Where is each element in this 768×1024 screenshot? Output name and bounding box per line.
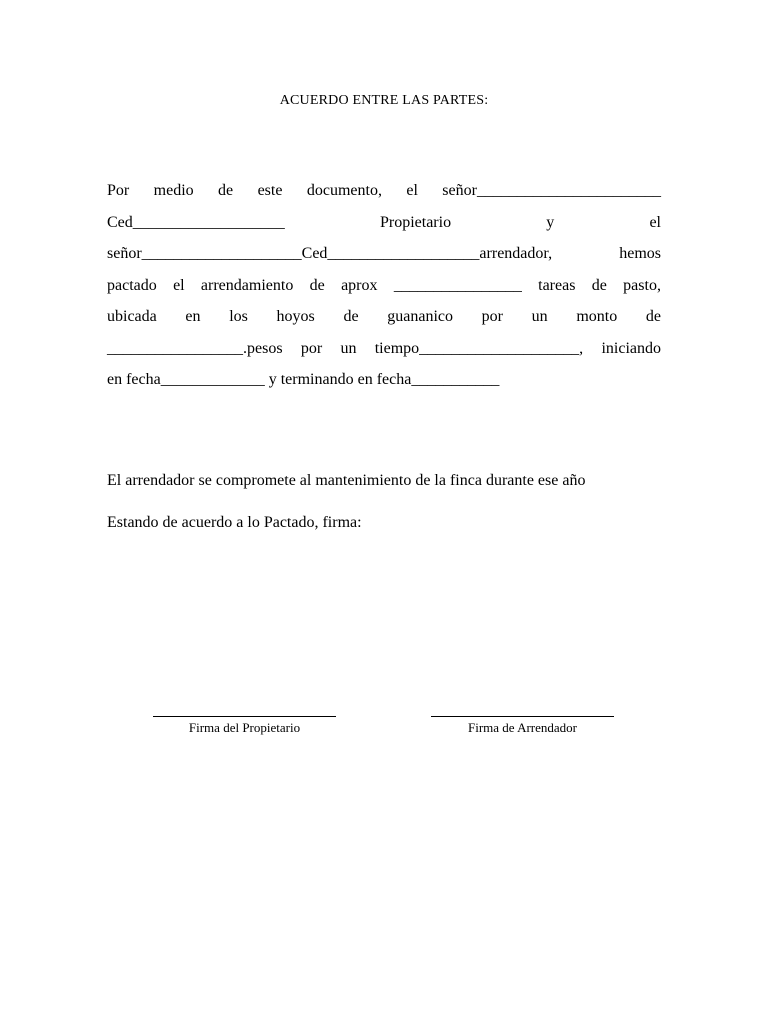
paragraph-word: señor____________________Ced___________________arrendador,: [107, 245, 553, 262]
paragraph-word: tiempo____________________,: [374, 339, 584, 357]
tenant-signature-block: [431, 716, 614, 736]
tenant-signature-line: [431, 716, 614, 717]
paragraph-word: hemos: [619, 245, 661, 262]
paragraph-word: de: [343, 308, 359, 325]
owner-signature-block: [153, 716, 336, 736]
paragraph-line: [107, 270, 661, 302]
paragraph-word: documento,: [306, 182, 382, 199]
paragraph-word: ________________: [393, 276, 522, 294]
paragraph-word: Propietario: [379, 213, 452, 231]
paragraph-word: un: [340, 339, 357, 357]
owner-signature-line: [153, 716, 336, 717]
paragraph-line: [107, 238, 661, 270]
paragraph-word: un: [531, 308, 548, 325]
paragraph-word: este: [257, 182, 283, 199]
paragraph-word: de: [218, 182, 234, 199]
agreement-paragraph: [107, 175, 661, 396]
paragraph-word: aprox: [341, 276, 378, 294]
paragraph-word: por: [481, 308, 503, 325]
paragraph-word: tareas: [538, 276, 576, 294]
paragraph-word: por: [300, 339, 323, 357]
paragraph-word: Ced___________________: [107, 213, 285, 231]
paragraph-line: [107, 175, 661, 207]
paragraph-word: el: [406, 182, 418, 199]
tenant-signature-label: Firma de Arrendador: [467, 720, 578, 735]
paragraph-word: señor_______________________: [442, 182, 661, 199]
paragraph-word: de: [645, 308, 661, 325]
paragraph-word: _________________.pesos: [107, 339, 283, 357]
paragraph-word: arrendamiento: [200, 276, 294, 294]
paragraph-last-line: en fecha_____________ y terminando en fecha___________: [107, 371, 500, 388]
paragraph-word: el: [173, 276, 185, 294]
paragraph-word: y: [546, 213, 555, 231]
paragraph-word: guananico: [387, 308, 453, 325]
paragraph-word: monto: [576, 308, 618, 325]
paragraph-word: medio: [153, 182, 194, 199]
agreement-statement: Estando de acuerdo a lo Pactado, firma:: [107, 514, 362, 531]
paragraph-line: [107, 301, 661, 333]
paragraph-word: los: [229, 308, 248, 325]
document-title: ACUERDO ENTRE LAS PARTES:: [279, 93, 489, 108]
paragraph-word: de: [591, 276, 607, 294]
paragraph-line: [107, 207, 661, 239]
paragraph-word: pasto,: [623, 276, 661, 294]
paragraph-word: pactado: [107, 276, 157, 294]
paragraph-word: de: [309, 276, 325, 294]
paragraph-word: Por: [107, 182, 130, 199]
paragraph-line: [107, 333, 661, 365]
paragraph-word: hoyos: [276, 308, 315, 325]
maintenance-clause: El arrendador se compromete al mantenimiento de la finca durante ese año: [107, 472, 586, 489]
paragraph-word: ubicada: [107, 308, 157, 325]
paragraph-word: iniciando: [601, 339, 661, 357]
paragraph-word: el: [649, 213, 661, 231]
paragraph-word: en: [185, 308, 201, 325]
owner-signature-label: Firma del Propietario: [188, 720, 301, 735]
paragraph-lines: [107, 175, 661, 364]
